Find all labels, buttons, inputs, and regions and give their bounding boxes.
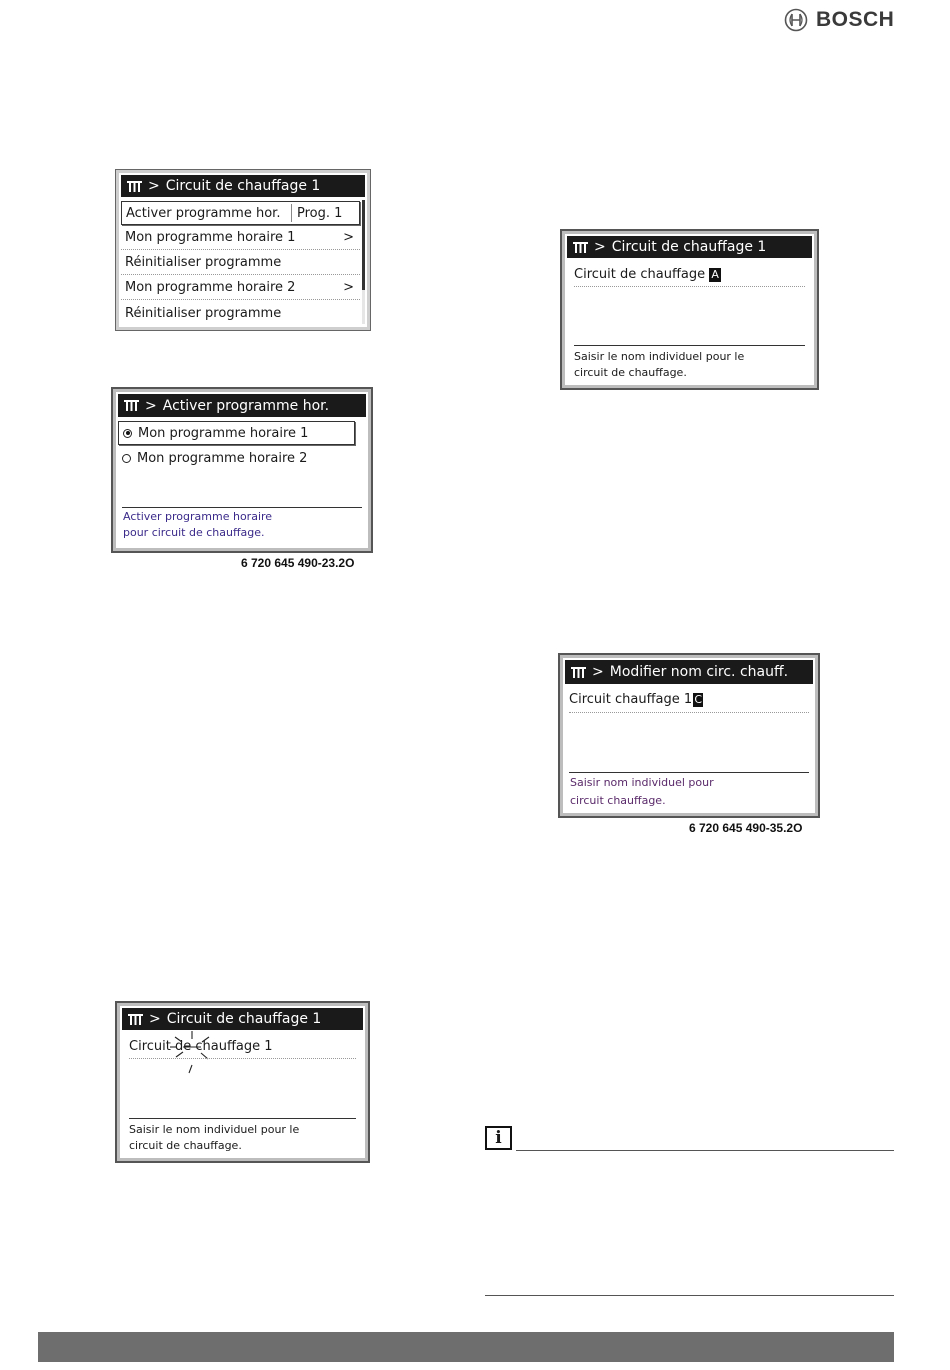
display-name-edit-blink-screen: [115, 1001, 370, 1163]
text-cursor: A: [709, 268, 721, 282]
name-input-field[interactable]: [574, 267, 721, 282]
menu-item-reset-program-1[interactable]: [121, 251, 360, 275]
help-text: [129, 1122, 299, 1154]
menu-item-my-program-1[interactable]: [121, 226, 360, 250]
menu-item-activate-program[interactable]: [121, 201, 360, 225]
footer-bar: [38, 1332, 894, 1362]
chevron-right-icon: >: [343, 230, 354, 245]
menu-item-label: Réinitialiser programme: [125, 255, 282, 270]
menu-item-label: Mon programme horaire 2: [125, 280, 296, 295]
note-bottom-rule: [485, 1295, 894, 1296]
menu-item-label: Mon programme horaire 1: [125, 230, 296, 245]
help-line: Activer programme horaire: [123, 510, 273, 523]
help-divider: [122, 507, 362, 508]
name-input-field[interactable]: [569, 692, 703, 707]
bosch-logo: [784, 8, 894, 32]
screen-title: Modifier nom circ. chauff.: [609, 664, 789, 680]
screen-header: [121, 175, 365, 197]
figure-reference: 6 720 645 490-35.2O: [689, 821, 803, 835]
chevron-right-icon: >: [343, 280, 354, 295]
help-line: Saisir le nom individuel pour le: [574, 350, 745, 363]
bosch-armature-icon: [784, 8, 808, 32]
screen-header: [122, 1008, 363, 1030]
brand-name: BOSCH: [816, 8, 895, 31]
breadcrumb-separator: >: [594, 239, 606, 255]
name-input-value: Circuit chauffage 1: [569, 692, 693, 707]
help-line: circuit chauffage.: [570, 794, 666, 807]
screen-header: [565, 660, 813, 684]
help-divider: [129, 1118, 356, 1119]
text-cursor: C: [694, 692, 702, 706]
menu-item-value: Prog. 1: [291, 204, 355, 222]
screen-title: Activer programme hor.: [162, 397, 330, 414]
help-text: [574, 349, 744, 381]
heating-circuit-icon: [128, 1014, 143, 1025]
breadcrumb-separator: >: [145, 397, 157, 414]
help-divider: [569, 772, 809, 773]
radio-option-program-1[interactable]: [118, 421, 355, 445]
heating-circuit-icon: [571, 667, 586, 678]
info-icon: i: [485, 1126, 512, 1150]
heating-circuit-icon: [573, 242, 588, 253]
menu-item-label: Activer programme hor.: [126, 205, 281, 221]
breadcrumb-separator: >: [148, 178, 160, 194]
display-modify-name-screen: [558, 653, 820, 818]
breadcrumb-separator: >: [149, 1011, 161, 1027]
display-activate-screen: [111, 387, 373, 553]
display-name-edit-screen: [560, 229, 819, 390]
scrollbar-thumb[interactable]: [362, 200, 365, 290]
blink-indicator-icon: [169, 1029, 215, 1075]
field-underline: [569, 712, 809, 713]
menu-item-my-program-2[interactable]: [121, 276, 360, 300]
menu-item-label: Réinitialiser programme: [125, 305, 282, 321]
help-divider: [574, 345, 805, 346]
screen-header: [118, 394, 366, 417]
radio-option-label: Mon programme horaire 1: [138, 425, 309, 441]
screen-header: [567, 236, 812, 258]
menu-item-reset-program-2[interactable]: [121, 301, 360, 325]
heating-circuit-icon: [124, 400, 139, 411]
field-underline: [129, 1058, 356, 1059]
heating-circuit-icon: [127, 181, 142, 192]
help-line: Saisir le nom individuel pour le: [129, 1123, 300, 1136]
note-top-rule: [516, 1150, 894, 1151]
help-text: [123, 509, 272, 541]
figure-reference: 6 720 645 490-23.2O: [241, 556, 355, 570]
screen-title: Circuit de chauffage 1: [165, 178, 321, 194]
field-underline: [574, 286, 805, 287]
help-line: circuit de chauffage.: [129, 1139, 242, 1152]
help-text: [570, 774, 714, 810]
radio-selected-icon: [123, 429, 132, 438]
help-line: circuit de chauffage.: [574, 366, 687, 379]
screen-title: Circuit de chauffage 1: [611, 239, 767, 255]
radio-unselected-icon: [122, 454, 131, 463]
radio-option-label: Mon programme horaire 2: [137, 450, 308, 466]
help-line: Saisir nom individuel pour: [570, 776, 714, 789]
help-line: pour circuit de chauffage.: [123, 526, 265, 539]
scrollbar[interactable]: [362, 200, 365, 324]
name-input-value: Circuit de chauffage: [574, 267, 706, 282]
screen-title: Circuit de chauffage 1: [166, 1011, 322, 1027]
display-menu-screen: [115, 169, 371, 331]
breadcrumb-separator: >: [592, 664, 604, 680]
radio-option-program-2[interactable]: [118, 446, 361, 470]
name-input-value: Circuit de chauffage 1: [129, 1039, 273, 1054]
